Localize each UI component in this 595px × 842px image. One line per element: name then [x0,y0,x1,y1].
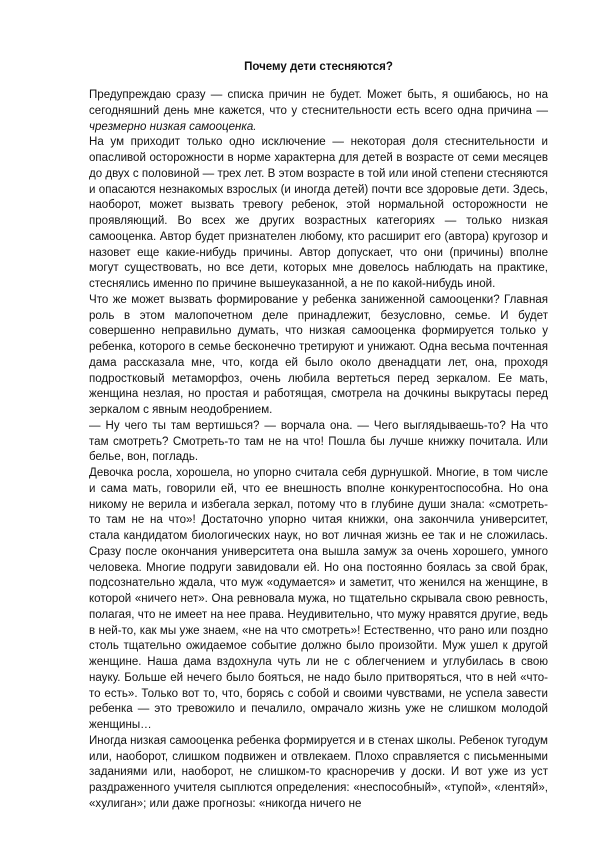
page-title: Почему дети стесняются? [244,61,393,73]
paragraph-family-role: Что же может вызвать формирование у ребенка заниженной самооценки? Главная роль в этом малопочетном деле принадлежит, безусловно, семье. И будет совершенно неправильно думать, что низкая самооценка формируется только у ребенка, которого в семье бесконечно третируют и унижают. Одна весьма почтенная дама рассказала мне, что, когда ей было около двенадцати лет, она, проходя подростковый метаморфоз, очень любила вертеться перед зеркалом. Ее мать, женщина незлая, но простая и работящая, смотрела на дочкины выкрутасы перед зеркалом с явным неодобрением. [89,293,548,416]
paragraph-text: Предупреждаю сразу — списка причин не будет. Может быть, я ошибаюсь, но на сегодняшний день мне кажется, что у стеснительности есть всего одна причина — [89,89,548,117]
emphasis-text: чрезмерно низкая самооценка. [89,120,257,133]
paragraph-story: Девочка росла, хорошела, но упорно считала себя дурнушкой. Многие, в том числе и сама мать, говорили ей, что ее внешность вполне конкурентоспособна. Но она никому не верила и избегала зеркал, потому что в глубине души знала: «смотреть-то там не на что»! Достаточно упорно читая книжки, она закончила университет, стала кандидатом биологических наук, но вот личная жизнь ее так и не сложилась. Сразу после окончания университета она вышла замуж за очень хорошего, умного человека. Многие подруги завидовали ей. Но она постоянно боялась за свой брак, подсознательно ждала, что муж «одумается» и заметит, что женился на женщине, в которой «ничего нет». Она ревновала мужа, но тщательно скрывала свою ревность, полагая, что не имеет на нее права. Неудивительно, что мужу нравятся другие, ведь в ней-то, как мы уже знаем, «не на что смотреть»! Естественно, что рано или поздно столь тщательно ожидаемое событие должно было произойти. Муж ушел к другой женщине. Наша дама вздохнула чуть ли не с облегчением и углубилась в свою науку. Больше ей нечего было бояться, не надо было притворяться, что в ней «что-то есть». Только вот то, что, борясь с собой и своими чувствами, не успела завести ребенка — это тревожило и печалило, омрачало жизнь уже не слишком молодой женщины… [89,467,548,731]
paragraph-exception: На ум приходит только одно исключение — некоторая доля стеснительности и опасливой осторожности в норме характерна для детей в возрасте от семи месяцев до двух с половиной — трех лет. В этом возрасте в той или иной степени стесняются и опасаются незнакомых взрослых (и иногда детей) почти все здоровые дети. Здесь, наоборот, может вызвать тревогу ребенок, этой нормальной осторожности не проявляющий. Во всех же других возрастных категориях — только низкая самооценка. Автор будет признателен любому, кто расширит его (автора) кругозор и назовет еще какие-нибудь причины. Автор допускает, что они (причины) вполне могут существовать, но все дети, которых мне довелось наблюдать на практике, стеснялись именно по причине вышеуказанной, а не по какой-нибудь иной. [89,136,548,290]
paragraph-school: Иногда низкая самооценка ребенка формируется и в стенах школы. Ребенок тугодум или, наоборот, слишком подвижен и отвлекаем. Плохо справляется с письменными заданиями или, наоборот, не слишком-то красноречив у доски. И вот уже из уст раздраженного учителя сыплются определения: «неспособный», «тупой», «лентяй», «хулиган»; или даже прогнозы: «никогда ничего не [89,734,548,810]
paragraph-intro [89,88,548,135]
paragraph-dialogue: — Ну чего ты там вертишься? — ворчала она. — Чего выглядываешь-то? На что там смотреть? Смотреть-то там не на что! Пошла бы лучше книжку почитала. Или белье, вон, погладь. [89,419,548,464]
document-page [89,60,548,813]
